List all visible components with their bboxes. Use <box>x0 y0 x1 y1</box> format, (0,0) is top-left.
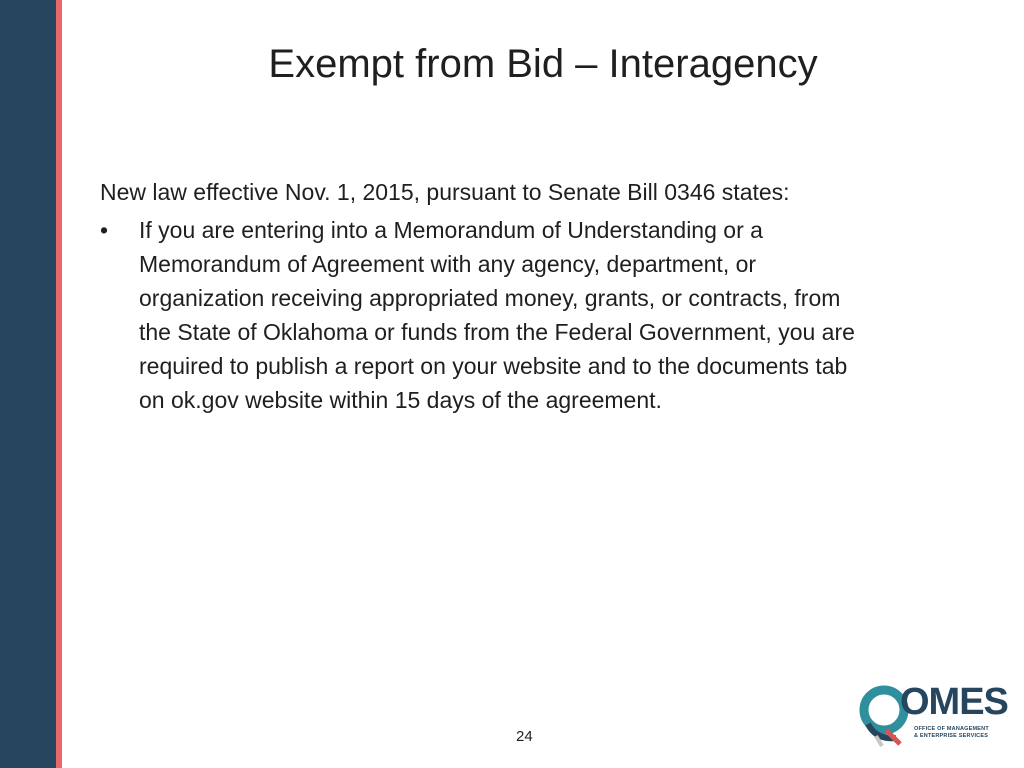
slide-body <box>100 175 870 417</box>
bullet-text: If you are entering into a Memorandum of Understanding or a Memorandum of Agreement with any agency, department, or organization receiving appropriated money, grants, or contracts, from the State of Oklahoma or funds from the Federal Government, you are required to publish a report on your website and to the documents tab on ok.gov website within 15 days of the agreement. <box>139 217 855 413</box>
left-sidebar-band <box>0 0 56 768</box>
omes-logo <box>856 680 1006 750</box>
logo-subtitle <box>914 726 1006 740</box>
page-number: 24 <box>516 728 533 745</box>
logo-subtitle-line2: & ENTERPRISE SERVICES <box>914 733 989 739</box>
intro-text: New law effective Nov. 1, 2015, pursuant to Senate Bill 0346 states: <box>100 179 790 205</box>
slide-title: Exempt from Bid – Interagency <box>268 42 818 86</box>
bullet-list <box>100 213 870 417</box>
list-item <box>100 213 870 417</box>
logo-wordmark: OMES <box>900 681 1008 723</box>
bullet-dot-icon: • <box>100 217 109 243</box>
logo-subtitle-line1: OFFICE OF MANAGEMENT <box>914 726 989 732</box>
left-accent-stripe <box>56 0 62 768</box>
